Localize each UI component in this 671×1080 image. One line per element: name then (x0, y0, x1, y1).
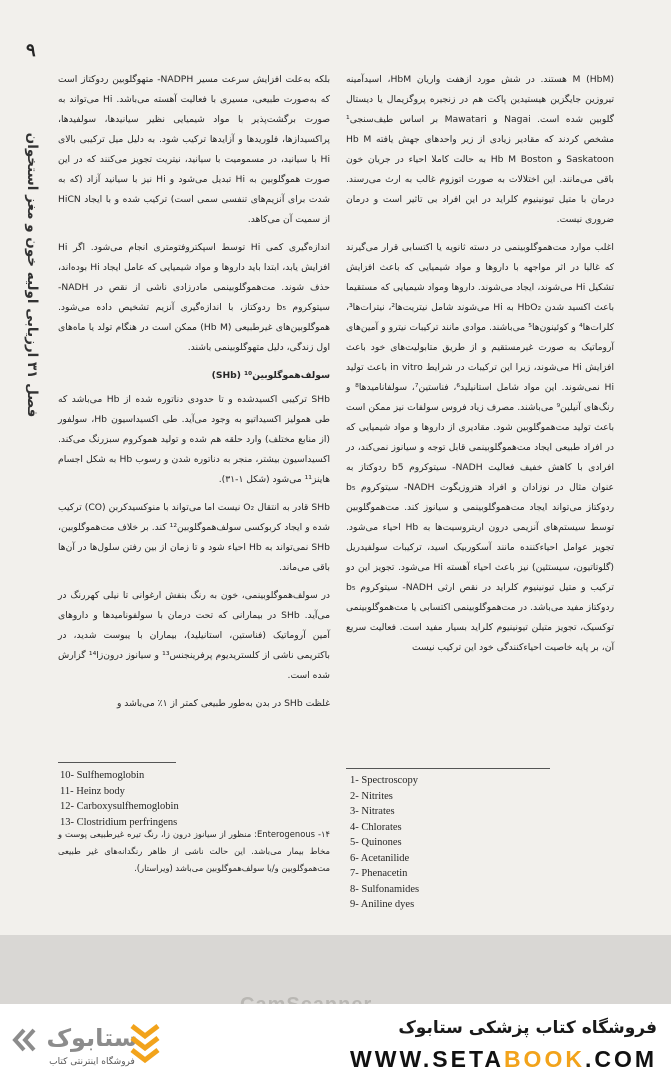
footnote-item: 2- Nitrites (350, 790, 393, 802)
chapter-title-text: فصل ۳۱ ارزیابی اولیه خون و مغز استخوان (24, 132, 40, 418)
footnote-item: 10- Sulfhemoglobin (60, 770, 145, 781)
footnote-item: 11- Heinz body (60, 785, 125, 797)
left-paragraph: غلظت SHb در بدن به‌طور طبیعی کمتر از ۱٪ می‌باشد و (116, 698, 330, 709)
url-part: .COM (584, 1046, 657, 1072)
setabook-logo (10, 1012, 160, 1072)
chevron-stack-icon (132, 1026, 158, 1060)
left-paragraph: در سولف‌هموگلوبینمی، خون به رنگ بنفش ارغوانی تا نیلی کهررنگ در می‌آید. SHb در بیمارانی که تحت درمان با سولفونامیدها و داروهای آمین آروماتیک (فناستین، استانیلید)، بیماران با یبوست شدید، در باکتریمی ناشی از کلستریدیوم پرفرینجنس¹³ و سیانوز درون‌زا¹⁴ گزارش شده است. (58, 590, 331, 681)
right-paragraph: M (HbM) هستند. در شش مورد ازهفت واریان HbM، اسیدآمینه تیروزین جایگزین هیستیدین پاکت هم در زنجیره پروگزیمال یا دیستال گلوبین شده است. Nagai و Mawatari بر اساس طیف‌سنجی¹ مشخص کردند که مقادیر زیادی از زیر واحدهای جهش یافته Hb M Saskatoon و Hb M Boston به حالت کاملا احیاء در جریان خون باقی می‌مانند. این اختلالات به صورت اتوزوم غالب به ارث می‌رسند. درمان با متیل تیونینیوم کلراید در این افراد بی تاثیر است و درمان ضروری نیست. (346, 74, 615, 225)
url-part-accent: BOOK (503, 1046, 585, 1072)
left-paragraph: SHb قادر به انتقال O₂ نیست اما می‌تواند با منوکسیدکربن (CO) ترکیب شده و ایجاد کربوکسی سولف‌هموگلوبین¹² کند. بر خلاف مت‌هموگلوبین، SHb نمی‌تواند به Hb احیاء شود و تا زمان از بین رفتن سلول‌ها در آن‌ها باقی می‌ماند. (58, 502, 330, 573)
logo-wordmark: ستابوک (46, 1024, 138, 1052)
right-paragraph: اغلب موارد مت‌هموگلوبینمی در دسته ثانویه یا اکتسابی قرار می‌گیرند که غالبا در اثر مواجهه با داروها و مواد شیمیایی که باعث افزایش تشکیل Hi می‌شوند، ایجاد می‌شوند. داروها ومواد شیمیایی که مستقیما باعث اکسید شدن HbO₂ به Hi می‌شوند شامل نیتریت‌ها²، نیترات‌ها³، کلرات‌ها⁴ و کوئینون‌ها⁵ می‌باشند. موادی مانند ترکیبات نیترو و آمین‌های آروماتیک به صورت غیرمستقیم و از طریق متابولیت‌های خود باعث افزایش Hi می‌شوند، زیرا این ترکیبات در شرایط in vitro باعث تولید Hi نمی‌شوند. این مواد شامل استانیلید⁶، فناستین⁷، سولفانامیدها⁸ و رنگ‌های آنیلین⁹ می‌باشند. مصرف زیاد فروس سولفات نیز ممکن است باعث تولید مت‌هموگلوبین شود. مقادیری از داروها و مواد شیمیایی که در افراد طبیعی ایجاد مت‌هموگلوبینمی قابل توجه و سیانوز نمی‌کند، در افرادی با کاهش خفیف فعالیت NADH- سیتوکروم b5 ردوکتاز به عنوان مثال در نوزادان و افراد هتروزیگوت NADH- سیتوکروم b₅ ردوکتاز می‌تواند ایجاد مت‌هموگلوبینمی و سیانوز کند. مت‌هموگلوبین توسط سیستم‌های آنزیمی درون اریتروسیت‌ها به Hb احیاء می‌شود. تجویز عوامل احیاءکننده مانند آسکوربیک اسید، ترکیبات سولفیدریل (گلوتاتیون، سیستئین) نیز باعث احیاء آهسته Hi می‌شود. تجویز این دو ترکیب و متیل تیونینیوم کلراید در نقص ارثی NADH- سیتوکروم b₅ ردوکتاز مفید می‌باشد. در مت‌هموگلوبینمی اکتسابی یا مت‌هموگلوبینمی توکسیک، تجویز متیلن تیونینیوم کلراید بسیار مفید است. فعالیت سریع آن، بر پایه خاصیت احیاءکنندگی خود این ترکیب نیست (346, 242, 615, 653)
footnote-14: ۱۴- Enterogenous: منظور از سیانوز درون زا، رنگ تیره غیرطبیعی پوست و مخاط بیمار می‌باشد. این حالت ناشی از ظاهر رنگدانه‌های غیر طبیعی مت‌هموگلوبین و/یا سولف‌هموگلوبین می‌باشد (ویراستار). (58, 829, 330, 873)
page-number: ۹ (26, 40, 36, 61)
left-paragraph: اندازه‌گیری کمی Hi توسط اسپکتروفتومتری انجام می‌شود. اگر Hi افزایش یابد، ابتدا باید داروها و مواد شیمیایی که عامل ایجاد Hi بوده‌اند، حذف شوند. مت‌هموگلوبینمی مادرزادی ناشی از نقص در NADH- سیتوکروم b₅ ردوکتاز، با اندازه‌گیری آنزیم تشخیص داده می‌شود. هموگلوبین‌های غیرطبیعی (Hb M) ممکن است در هنگام تولد یا ماه‌های اول زندگی، دلیل متهوگلوبینمی باشند. (58, 242, 330, 353)
section-heading: سولف‌هموگلوبین¹⁰ (SHb) (211, 370, 330, 381)
footnotes-right (350, 773, 419, 913)
url-part: WWW.SETA (350, 1046, 504, 1072)
footnote-item: 8- Sulfonamides (350, 883, 420, 895)
left-paragraph: بلکه به‌علت افزایش سرعت مسیر NADPH- متهوگلوبین ردوکتاز است که به‌صورت طبیعی، مسیری با فعالیت آهسته می‌باشد. Hi می‌تواند به صورت برگشت‌پذیر با مواد شیمیایی نظیر سیانیدها، سولفیدها، پراکسیدازها، فلوریدها و آزایدها ترکیب شود. به دلیل میل ترکیبی بالای Hi با سیانید، در مسمومیت با سیانید، نیتریت تجویز می‌کنند که در این صورت هموگلوبین به Hi تبدیل می‌شود و Hi نیز با سیانید آزاد (که به شدت برای آنزیم‌های تنفسی سمی است) ترکیب شده و با ایجاد HiCN از سمیت آن می‌کاهد. (58, 74, 331, 225)
footnote-divider (346, 768, 550, 769)
footnote-divider (58, 762, 176, 763)
footnotes-left (60, 768, 179, 830)
left-column (58, 70, 330, 722)
footnote-item: 3- Nitrates (350, 806, 395, 817)
logo-tagline: فروشگاه اینترنتی کتاب (49, 1057, 135, 1067)
store-name: فروشگاه کتاب پزشکی ستابوک (398, 1018, 657, 1038)
footnote-item: 6- Acetanilide (350, 852, 410, 864)
store-banner (0, 1004, 671, 1080)
footnote-item: 13- Clostridium perfringens (60, 816, 178, 828)
footnote-item: 5- Quinones (350, 837, 402, 848)
footnote-item: 12- Carboxysulfhemoglobin (60, 801, 179, 812)
footnote-item: 9- Aniline dyes (350, 899, 415, 910)
double-chevron-icon (15, 1030, 34, 1050)
left-paragraph: SHb ترکیبی اکسیدشده و تا حدودی دناتوره شده از Hb می‌باشد که طی همولیز اکسیداتیو به وجود می‌آید. طی اکسیداسیون Hb، سولفور (از منابع مختلف) وارد حلقه هم شده و تولید هموکروم سبزرنگ می‌کند. اکسیداسیون بیشتر، منجر به دناتوره شدن و رسوب Hb به شکل اجسام هاینز¹¹ می‌شود (شکل ۱-۳۱). (58, 394, 331, 485)
right-column (346, 70, 614, 666)
store-url-link[interactable] (350, 1046, 657, 1073)
footnote-item: 7- Phenacetin (350, 868, 408, 879)
footnote-item: 4- Chlorates (350, 821, 402, 833)
chapter-side-title (18, 95, 46, 455)
footnote-item: 1- Spectroscopy (350, 775, 418, 786)
